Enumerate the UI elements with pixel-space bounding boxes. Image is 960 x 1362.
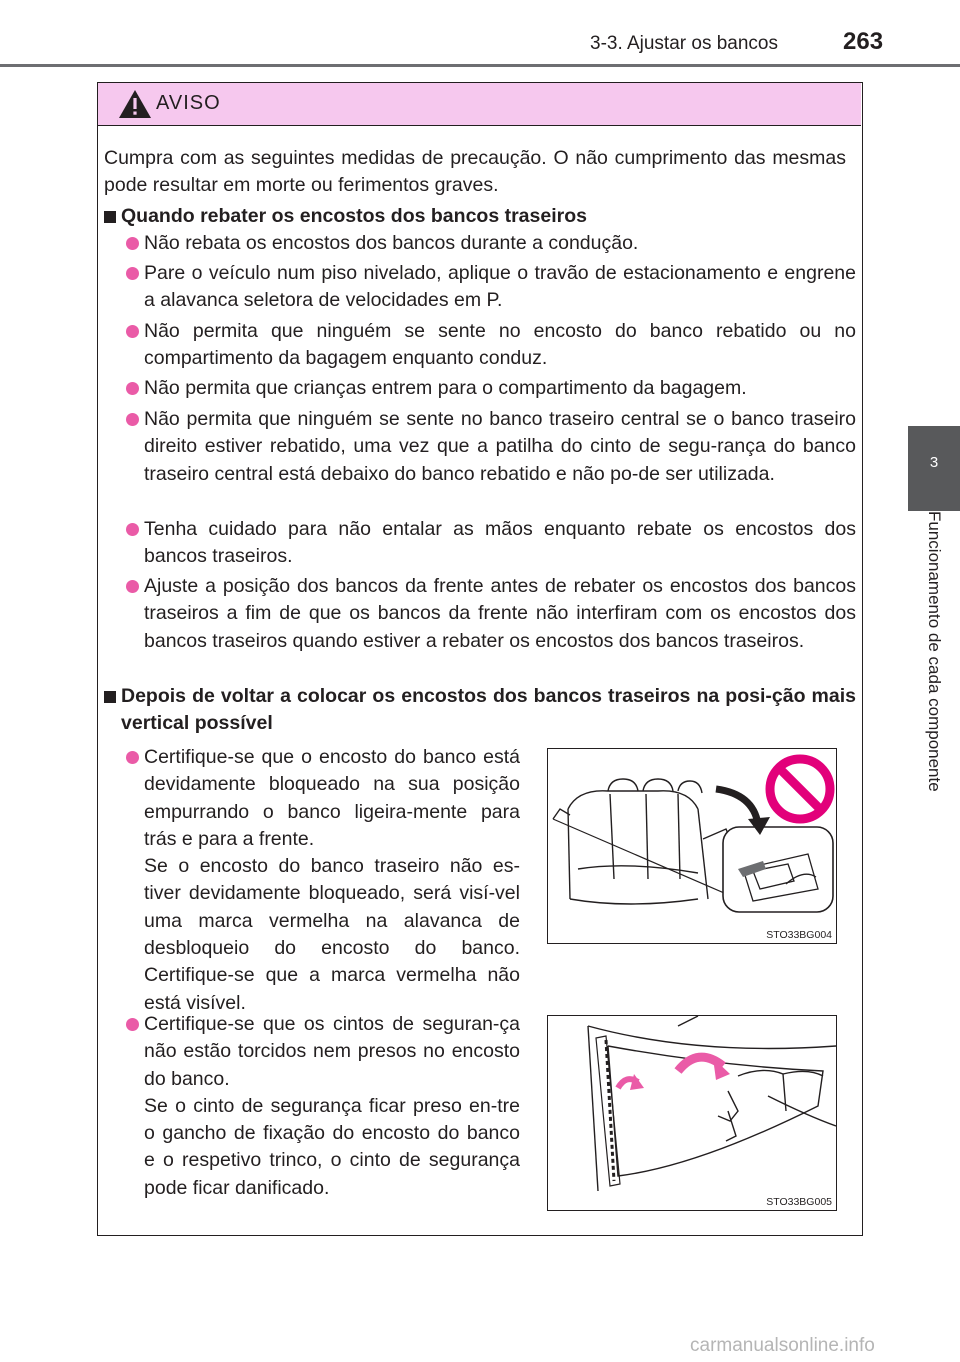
square-bullet-icon xyxy=(104,211,116,223)
section1-item: Pare o veículo num piso nivelado, aplique o travão de estacionamento e engrene a alavanca seletora de velocidades em P. xyxy=(144,262,856,312)
section1-item: Ajuste a posição dos bancos da frente antes de rebater os encostos dos bancos traseiros a fim de que os bancos da frente não interfiram com os encostos dos bancos traseiros quando estiver a rebater os encostos dos bancos traseiros. xyxy=(144,575,856,652)
figure-code: STO33BG004 xyxy=(766,929,832,941)
bullet-dot-icon xyxy=(126,523,139,536)
section2-item-text: Certifique-se que o encosto do banco está devidamente bloqueado na sua posição empurrando o banco ligeira-mente para trás e para a frente. Se o encosto do banco traseiro não es-tiver devidamente bloqueado, será visí-vel uma marca vermelha na alavanca de desbloqueio do encosto do banco. Certifique-se que a marca vermelha não está visível. xyxy=(144,746,520,1014)
section2-heading: Depois de voltar a colocar os encostos dos bancos traseiros na posi-ção mais vertical possível xyxy=(121,685,856,735)
bullet-dot-icon xyxy=(126,751,139,764)
seatback-lock-illustration xyxy=(548,749,836,929)
bullet-dot-icon xyxy=(126,237,139,250)
section1-item: Não rebata os encostos dos bancos durante a condução. xyxy=(144,232,639,254)
seatbelt-illustration xyxy=(548,1016,836,1196)
page-header xyxy=(0,0,960,70)
bullet-dot-icon xyxy=(126,580,139,593)
seatback-lock-figure xyxy=(547,748,837,944)
watermark: carmanualsonline.info xyxy=(690,1335,875,1356)
chapter-label xyxy=(908,511,960,866)
warning-header xyxy=(98,83,861,126)
bullet-dot-icon xyxy=(126,267,139,280)
chapter-number: 3 xyxy=(929,454,939,471)
section1-item: Tenha cuidado para não entalar as mãos enquanto rebate os encostos dos bancos traseiros. xyxy=(144,518,856,568)
chapter-tab xyxy=(908,426,960,511)
chapter-title: Funcionamento de cada componente xyxy=(925,511,944,792)
warning-triangle-icon xyxy=(118,89,152,119)
bullet-dot-icon xyxy=(126,413,139,426)
bullet-dot-icon xyxy=(126,1018,139,1031)
warning-intro: Cumpra com as seguintes medidas de precaução. O não cumprimento das mesmas pode resultar em morte ou ferimentos graves. xyxy=(104,147,846,197)
section1-item: Não permita que crianças entrem para o compartimento da bagagem. xyxy=(144,377,747,399)
square-bullet-icon xyxy=(104,691,116,703)
seatbelt-figure xyxy=(547,1015,837,1211)
section-title: 3-3. Ajustar os bancos xyxy=(590,33,778,54)
warning-box xyxy=(97,82,863,1236)
header-rule xyxy=(0,64,960,67)
section2-item-text: Certifique-se que os cintos de seguran-ça não estão torcidos nem presos no encosto do banco. Se o cinto de segurança ficar preso en-tre o gancho de fixação do encosto do banco e o respetivo trinco, o cinto de segurança pode ficar danificado. xyxy=(144,1013,520,1199)
figure-code: STO33BG005 xyxy=(766,1196,832,1208)
section1-heading: Quando rebater os encostos dos bancos traseiros xyxy=(121,205,587,227)
bullet-dot-icon xyxy=(126,382,139,395)
page-number: 263 xyxy=(843,28,884,55)
section1-item: Não permita que ninguém se sente no banco traseiro central se o banco traseiro direito estiver rebatido, uma vez que a patilha do cinto de segu-rança do banco traseiro central está debaixo do banco rebatido e não po-de ser utilizada. xyxy=(144,408,856,485)
bullet-dot-icon xyxy=(126,325,139,338)
section1-item: Não permita que ninguém se sente no encosto do banco rebatido ou no compartimento da bagagem enquanto conduz. xyxy=(144,320,856,370)
warning-title: AVISO xyxy=(156,92,221,114)
